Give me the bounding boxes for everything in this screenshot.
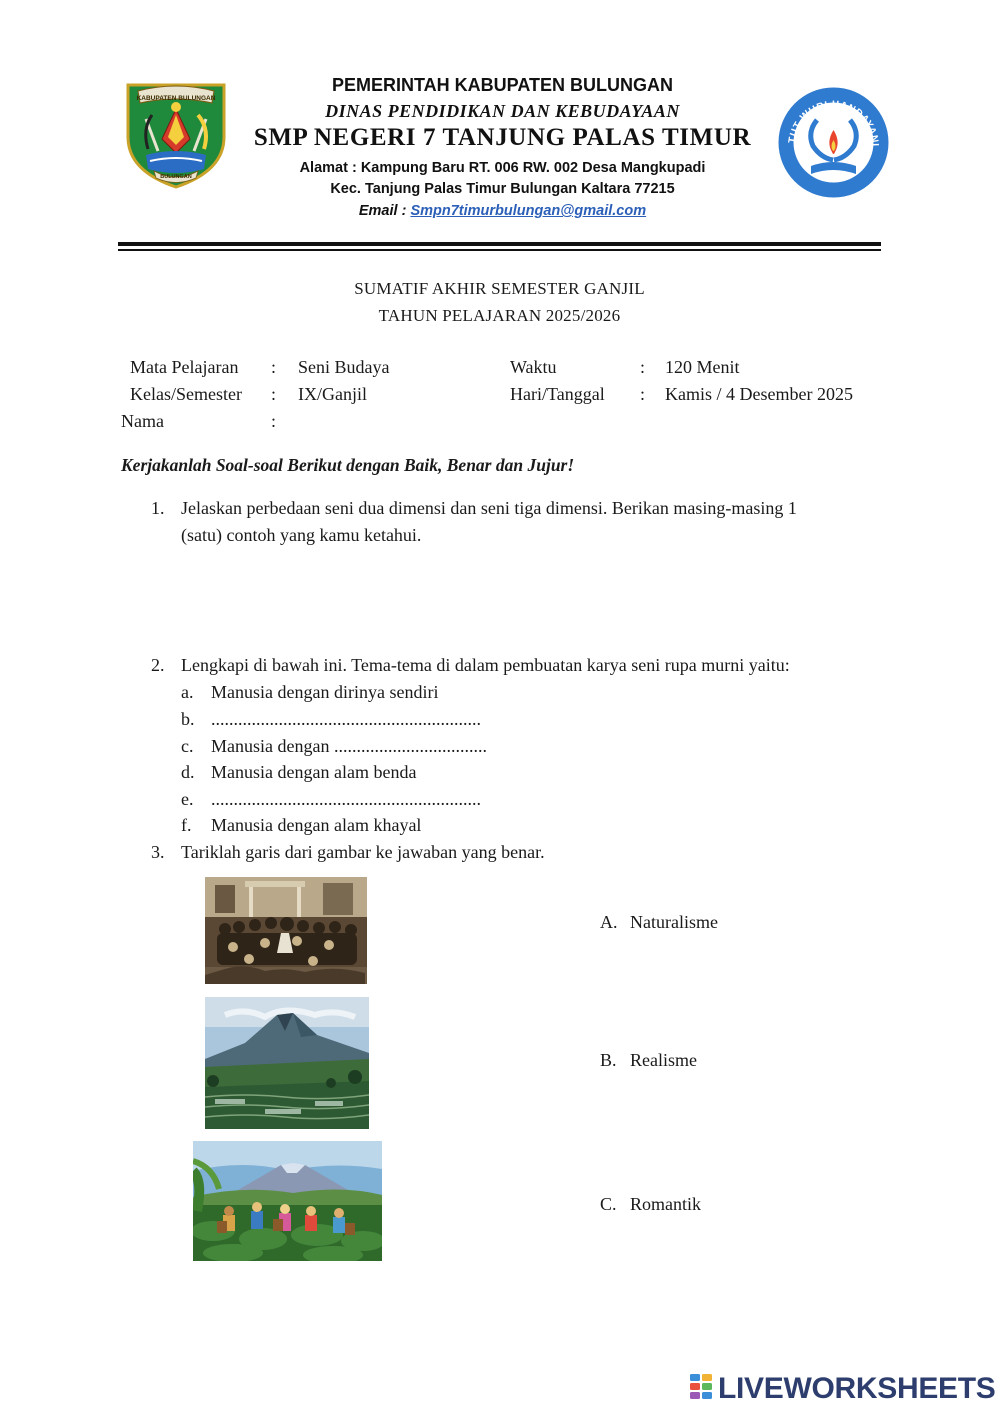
question-2-item-c-letter: c. bbox=[181, 736, 194, 756]
day-value: Kamis / 4 Desember 2025 bbox=[665, 384, 853, 404]
painting-tea-pickers-image[interactable] bbox=[193, 1141, 382, 1261]
academic-year: TAHUN PELAJARAN 2025/2026 bbox=[378, 306, 621, 325]
question-1-text-line1: Jelaskan perbedaan seni dua dimensi dan seni tiga dimensi. Berikan masing-masing 1 bbox=[181, 498, 797, 518]
question-2-item-f-text: Manusia dengan alam khayal bbox=[211, 815, 422, 835]
question-2-item-a-text: Manusia dengan dirinya sendiri bbox=[211, 682, 439, 702]
question-1-answer-area[interactable] bbox=[181, 556, 881, 646]
class-colon: : bbox=[271, 384, 277, 404]
question-3-text: Tariklah garis dari gambar ke jawaban yang benar. bbox=[181, 842, 545, 862]
school-address: Alamat : Kampung Baru RT. 006 RW. 002 Desa Mangkupadi bbox=[299, 160, 706, 176]
regency-crest-logo bbox=[124, 79, 228, 189]
liveworksheets-wordmark: LIVEWORKSHEETS bbox=[718, 1372, 996, 1405]
answer-b-letter: B. bbox=[600, 1050, 617, 1070]
header-divider-thin bbox=[118, 249, 881, 251]
liveworksheets-logo-icon bbox=[690, 1374, 714, 1405]
question-2-item-a-letter: a. bbox=[181, 682, 194, 702]
answer-a-text[interactable]: Naturalisme bbox=[630, 912, 718, 932]
department-name: DINAS PENDIDIKAN DAN KEBUDAYAAN bbox=[325, 101, 680, 121]
email-link[interactable]: Smpn7timurbulungan@gmail.com bbox=[410, 203, 647, 219]
class-value: IX/Ganjil bbox=[298, 384, 367, 404]
crest-bottom-text: BULUNGAN bbox=[160, 174, 192, 180]
answer-c-letter: C. bbox=[600, 1194, 617, 1214]
answer-b-text[interactable]: Realisme bbox=[630, 1050, 697, 1070]
logo-motto-text: TUT WURI HANDAYANI bbox=[787, 99, 881, 147]
school-district: Kec. Tanjung Palas Timur Bulungan Kaltara 77215 bbox=[330, 181, 675, 197]
email-label: Email : bbox=[358, 203, 411, 219]
question-2-item-f-letter: f. bbox=[181, 815, 192, 835]
name-field[interactable] bbox=[298, 411, 598, 433]
subject-colon: : bbox=[271, 357, 277, 377]
painting-mountain-ricefield-image[interactable] bbox=[205, 997, 369, 1129]
name-label: Nama bbox=[121, 411, 164, 431]
header-divider-thick bbox=[118, 242, 881, 246]
day-colon: : bbox=[640, 384, 646, 404]
question-2-item-e-letter: e. bbox=[181, 789, 194, 809]
painting-crowd-scene-image[interactable] bbox=[205, 877, 367, 984]
question-1-text-line2: (satu) contoh yang kamu ketahui. bbox=[181, 525, 422, 545]
question-2-item-d-letter: d. bbox=[181, 762, 195, 782]
time-value: 120 Menit bbox=[665, 357, 740, 377]
day-label: Hari/Tanggal bbox=[510, 384, 605, 404]
time-label: Waktu bbox=[510, 357, 557, 377]
question-3-number: 3. bbox=[151, 842, 165, 862]
instruction: Kerjakanlah Soal-soal Berikut dengan Baik, Benar dan Jujur! bbox=[121, 455, 575, 475]
liveworksheets-brand bbox=[690, 1372, 996, 1406]
answer-a-letter: A. bbox=[600, 912, 618, 932]
question-2-item-d-text: Manusia dengan alam benda bbox=[211, 762, 417, 782]
school-name: SMP NEGERI 7 TANJUNG PALAS TIMUR bbox=[253, 124, 752, 151]
tut-wuri-handayani-logo bbox=[777, 86, 890, 199]
subject-value: Seni Budaya bbox=[298, 357, 390, 377]
question-2-number: 2. bbox=[151, 655, 165, 675]
crest-top-text: KABUPATEN BULUNGAN bbox=[136, 95, 216, 102]
question-2-item-c-text[interactable]: Manusia dengan .................................. bbox=[211, 736, 487, 756]
government-name: PEMERINTAH KABUPATEN BULUNGAN bbox=[332, 75, 673, 95]
question-2-text: Lengkapi di bawah ini. Tema-tema di dalam pembuatan karya seni rupa murni yaitu: bbox=[181, 655, 790, 675]
exam-title: SUMATIF AKHIR SEMESTER GANJIL bbox=[354, 279, 645, 298]
subject-label: Mata Pelajaran bbox=[130, 357, 239, 377]
question-2-item-b-blank[interactable]: ............................................................ bbox=[211, 709, 481, 729]
time-colon: : bbox=[640, 357, 646, 377]
name-colon: : bbox=[271, 411, 277, 431]
question-2-item-b-letter: b. bbox=[181, 709, 195, 729]
school-email-line bbox=[230, 203, 775, 219]
question-1-number: 1. bbox=[151, 498, 165, 518]
answer-c-text[interactable]: Romantik bbox=[630, 1194, 701, 1214]
question-2-item-e-blank[interactable]: ............................................................ bbox=[211, 789, 481, 809]
class-label: Kelas/Semester bbox=[130, 384, 242, 404]
